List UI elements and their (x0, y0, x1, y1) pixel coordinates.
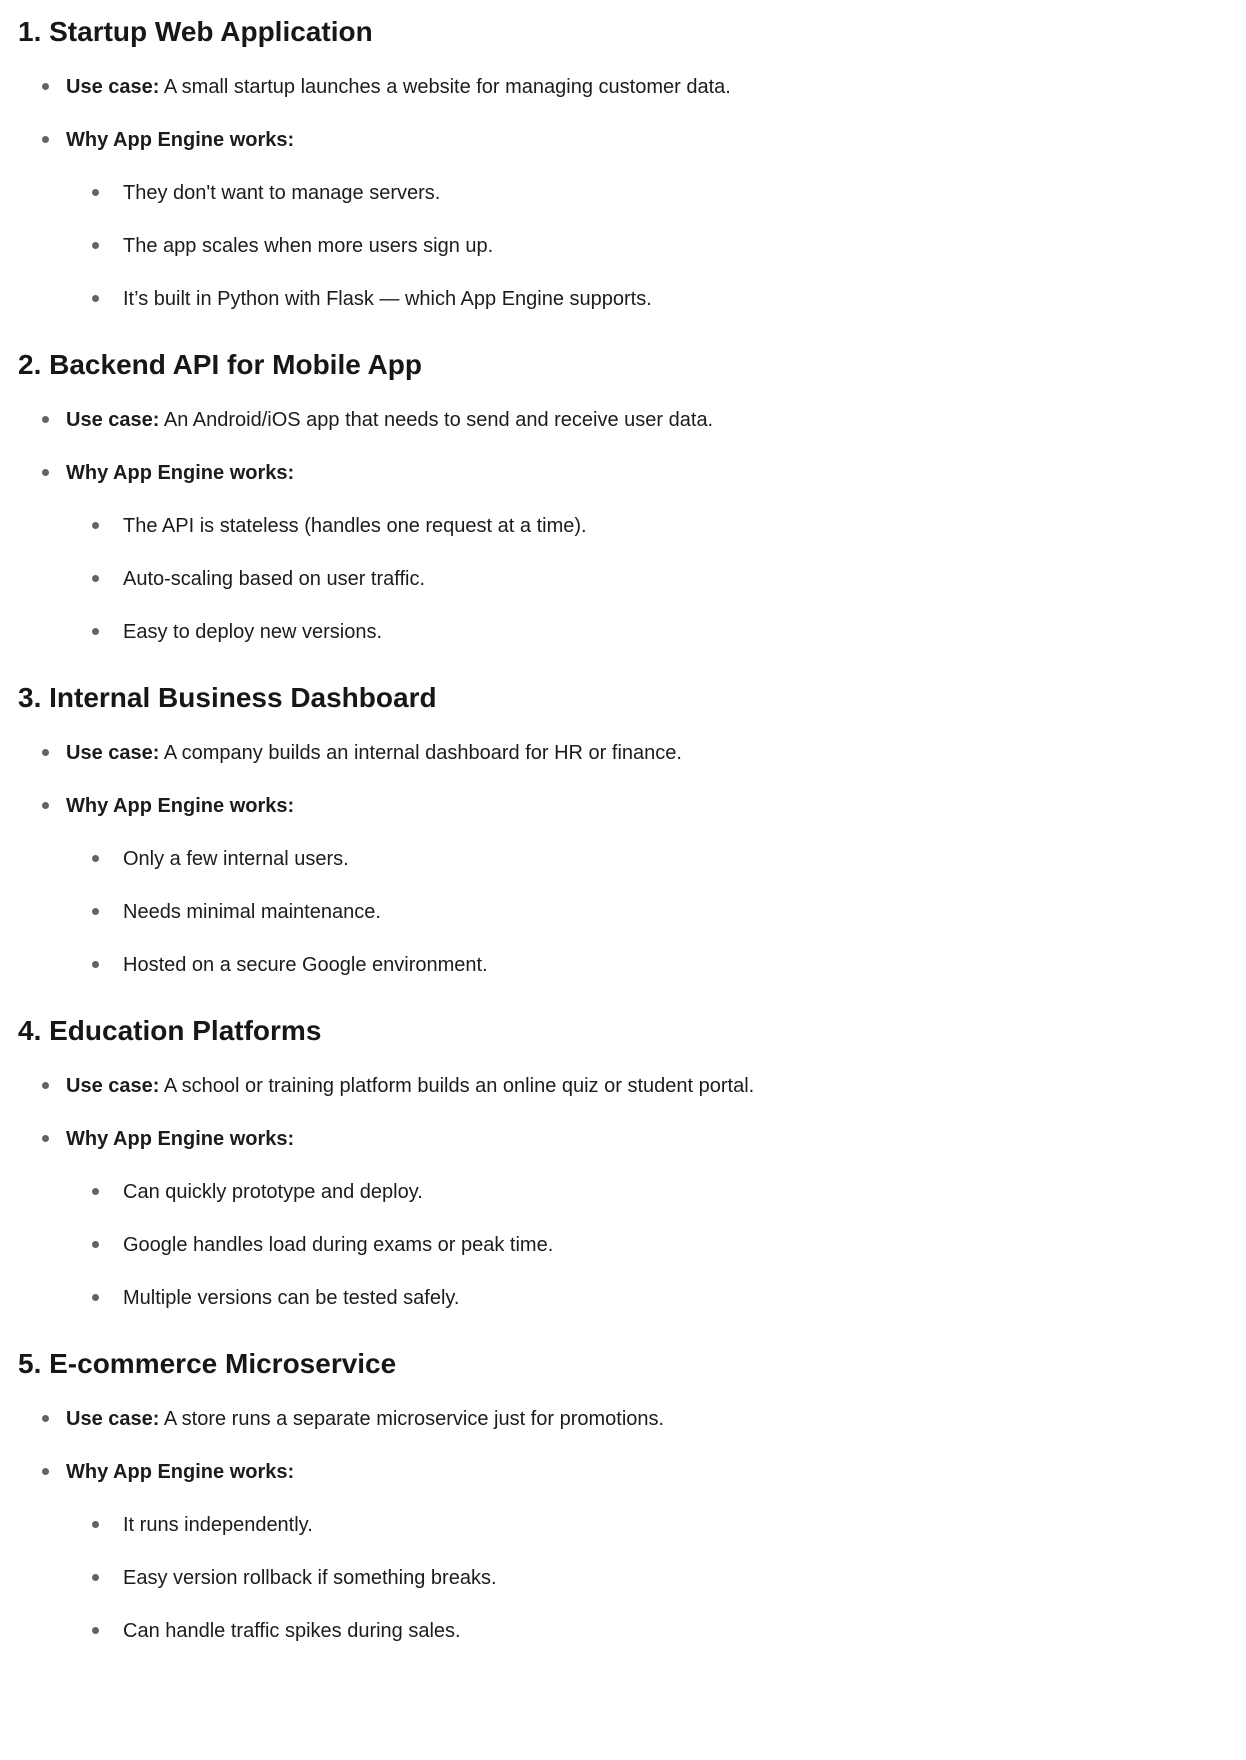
reason-text: Can handle traffic spikes during sales. (123, 1620, 461, 1642)
why-item (66, 1127, 1216, 1310)
reasons-list (66, 1180, 1216, 1310)
reason-item (123, 1180, 1216, 1204)
section-heading: 4. Education Platforms (18, 1015, 322, 1046)
why-item (66, 128, 1216, 311)
bullet-icon (42, 1082, 49, 1089)
use-case-section (18, 1012, 1216, 1310)
section-list (18, 741, 1216, 977)
bullet-icon (92, 1521, 99, 1528)
section-heading: 3. Internal Business Dashboard (18, 682, 437, 713)
why-label: Why App Engine works: (66, 795, 295, 817)
bullet-icon (92, 295, 99, 302)
section-list (18, 1074, 1216, 1310)
section-list (18, 408, 1216, 644)
reason-item (123, 953, 1216, 977)
reason-item (123, 1566, 1216, 1590)
bullet-icon (92, 628, 99, 635)
why-label: Why App Engine works: (66, 462, 295, 484)
why-item (66, 461, 1216, 644)
use-case-section (18, 13, 1216, 311)
reason-text: It runs independently. (123, 1514, 313, 1536)
reason-item (123, 1513, 1216, 1537)
use-case-section (18, 346, 1216, 644)
use-case-text: A company builds an internal dashboard for HR or finance. (159, 742, 682, 764)
reason-text: Can quickly prototype and deploy. (123, 1181, 423, 1203)
bullet-icon (92, 855, 99, 862)
why-label: Why App Engine works: (66, 1128, 295, 1150)
use-case-text: A small startup launches a website for managing customer data. (159, 76, 731, 98)
bullet-icon (92, 522, 99, 529)
reason-text: Needs minimal maintenance. (123, 901, 381, 923)
reason-item (123, 1286, 1216, 1310)
reason-item (123, 847, 1216, 871)
section-heading: 1. Startup Web Application (18, 16, 373, 47)
bullet-icon (92, 1241, 99, 1248)
bullet-icon (92, 1188, 99, 1195)
reason-text: Only a few internal users. (123, 848, 349, 870)
use-case-item (66, 741, 1216, 765)
bullet-icon (42, 749, 49, 756)
bullet-icon (42, 83, 49, 90)
reason-item (123, 514, 1216, 538)
why-label: Why App Engine works: (66, 1461, 295, 1483)
use-case-label: Use case: (66, 409, 160, 431)
use-case-text: An Android/iOS app that needs to send and receive user data. (159, 409, 714, 431)
reason-text: Google handles load during exams or peak time. (123, 1234, 554, 1256)
section-heading: 5. E-commerce Microservice (18, 1348, 397, 1379)
reason-item (123, 181, 1216, 205)
bullet-icon (42, 802, 49, 809)
section-list (18, 1407, 1216, 1643)
use-case-label: Use case: (66, 1075, 160, 1097)
bullet-icon (92, 1574, 99, 1581)
use-case-label: Use case: (66, 742, 160, 764)
use-case-section (18, 679, 1216, 977)
use-case-section (18, 1345, 1216, 1643)
reasons-list (66, 181, 1216, 311)
why-item (66, 1460, 1216, 1643)
why-label: Why App Engine works: (66, 129, 295, 151)
bullet-icon (92, 908, 99, 915)
use-case-item (66, 408, 1216, 432)
reason-item (123, 1619, 1216, 1643)
bullet-icon (42, 1468, 49, 1475)
reason-item (123, 287, 1216, 311)
reason-item (123, 900, 1216, 924)
use-case-label: Use case: (66, 76, 160, 98)
reason-text: Easy version rollback if something breaks. (123, 1567, 497, 1589)
reason-text: The app scales when more users sign up. (123, 235, 494, 257)
reason-text: It’s built in Python with Flask — which App Engine supports. (123, 288, 652, 310)
reason-text: Auto-scaling based on user traffic. (123, 568, 426, 590)
bullet-icon (42, 469, 49, 476)
use-case-label: Use case: (66, 1408, 160, 1430)
reason-item (123, 567, 1216, 591)
use-case-text: A school or training platform builds an online quiz or student portal. (159, 1075, 755, 1097)
bullet-icon (92, 961, 99, 968)
bullet-icon (92, 575, 99, 582)
reason-text: They don't want to manage servers. (123, 182, 441, 204)
use-case-item (66, 1074, 1216, 1098)
reason-text: Hosted on a secure Google environment. (123, 954, 488, 976)
section-heading: 2. Backend API for Mobile App (18, 349, 422, 380)
reason-item (123, 1233, 1216, 1257)
bullet-icon (42, 416, 49, 423)
reasons-list (66, 847, 1216, 977)
reason-item (123, 234, 1216, 258)
reason-text: The API is stateless (handles one request at a time). (123, 515, 587, 537)
use-case-text: A store runs a separate microservice just for promotions. (159, 1408, 665, 1430)
bullet-icon (92, 242, 99, 249)
reasons-list (66, 1513, 1216, 1643)
bullet-icon (92, 189, 99, 196)
bullet-icon (92, 1294, 99, 1301)
reason-text: Easy to deploy new versions. (123, 621, 383, 643)
section-list (18, 75, 1216, 311)
bullet-icon (42, 1135, 49, 1142)
reason-text: Multiple versions can be tested safely. (123, 1287, 460, 1309)
bullet-icon (42, 136, 49, 143)
use-case-item (66, 75, 1216, 99)
use-case-item (66, 1407, 1216, 1431)
bullet-icon (92, 1627, 99, 1634)
reasons-list (66, 514, 1216, 644)
bullet-icon (42, 1415, 49, 1422)
why-item (66, 794, 1216, 977)
reason-item (123, 620, 1216, 644)
